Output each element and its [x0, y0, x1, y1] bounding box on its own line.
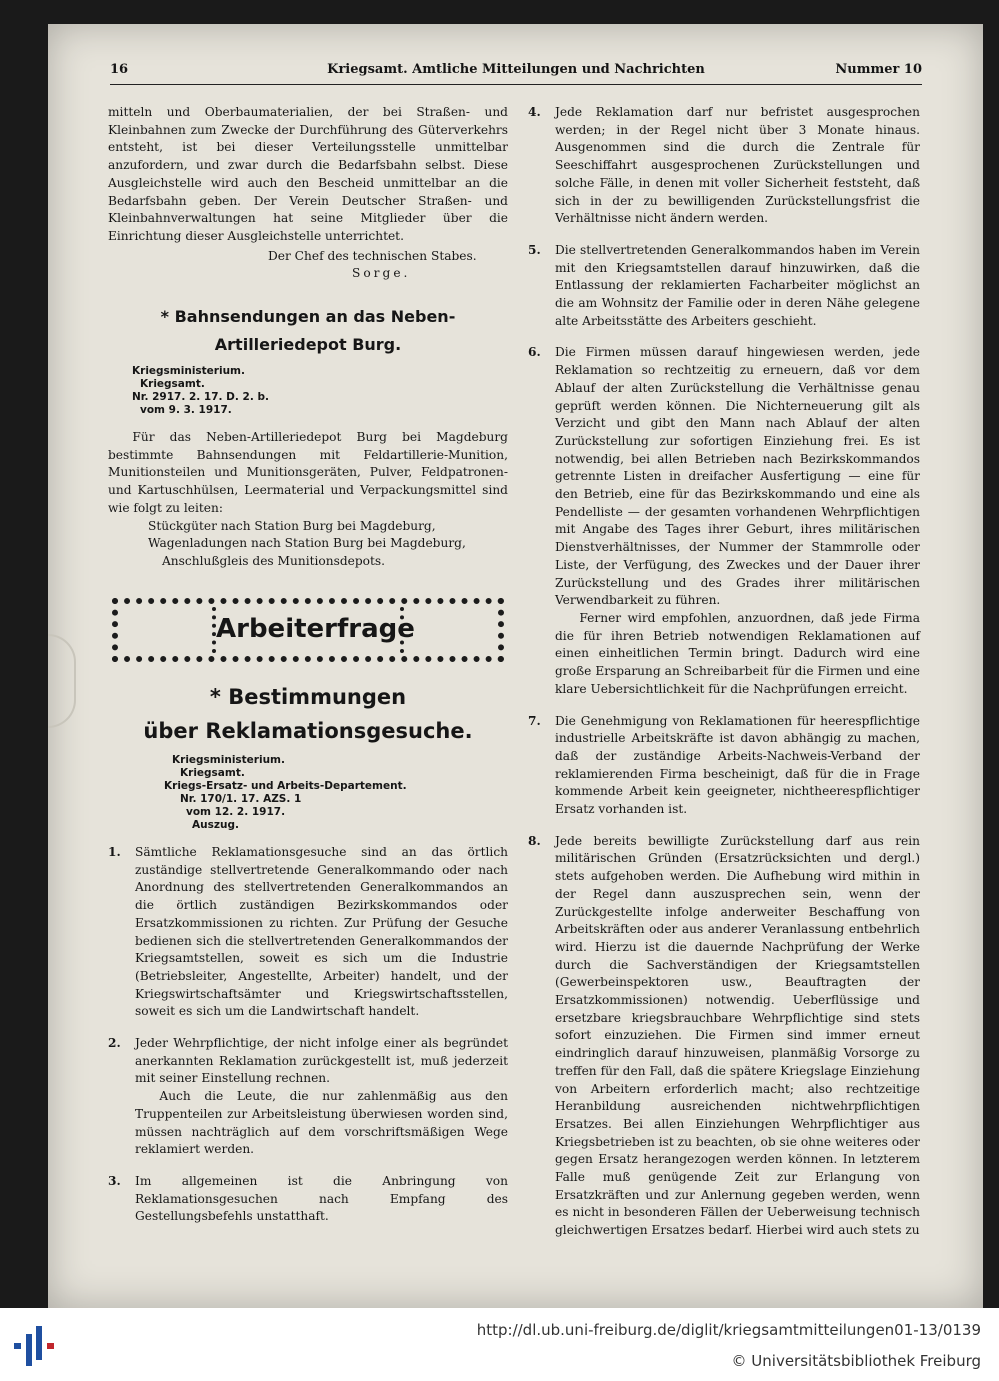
provision-item: [528, 242, 920, 331]
meta-line: vom 12. 2. 1917.: [186, 806, 286, 819]
provision-item: [108, 844, 508, 1021]
viewer-footer: [0, 1308, 999, 1381]
routing-list: [148, 518, 508, 571]
provision-text: Auch die Leute, die nur zahlenmäßig aus den Truppenteilen zur Arbeitsleistung überwiesen worden sind, müssen nachträglich auf dem vorschriftsmäßigen Wege reklamiert werden.: [135, 1089, 508, 1157]
provision-item: [528, 344, 920, 698]
section-banner: [112, 598, 504, 662]
provision-list: [108, 844, 508, 1226]
running-title: Kriegsamt. Amtliche Mitteilungen und Nachrichten: [327, 62, 705, 77]
provision-text: Jede bereits bewilligte Zurückstellung darf aus rein militärischen Gründen (Ersatzrücksichten und dergl.) stets aufgehoben werden. Die Aufhebung wird mithin in der Regel dann auszusprechen sein, wenn der Zurückgestellte infolge anderweiter Beschaffung von Arbeitskräften oder aus anderer Veranlassung entbehrlich wird. Hierzu ist die dauernde Nachprüfung der Werke durch die Sachverständigen der Kriegsamtstellen (Gewerbeinspektoren usw., Beauftragten der Ersatzkommissionen) notwendig. Ueberflüssige und ersetzbare kriegsbrauchbare Wehrpflichtige sind stets sofort einzuziehen. Die Firmen sind immer erneut eindringlich darauf hinzuweisen, planmäßig Vorsorge zu treffen für den Fall, daß die spätere Kriegslage Einziehung von Arbeitern erforderlich macht; also rechtzeitige Heranbildung ausreichenden nichtwehrpflichtigen Ersatzes. Bei allen Einziehungen Wehrpflichtiger aus Kriegsbetrieben ist zu beachten, ob sie ohne weiteres oder gegen Ersatz herangezogen werden können. In letzterem Falle muß genügende Zeit zur Erlangung von Ersatzkräften und zur Anlernung gegeben werden, wenn es nicht in besonderen Fällen der Ueberweisung technisch gleichwertigen Ersatzes bedarf. Hierbei wird auch stets zu: [555, 833, 920, 1238]
list-item: Wagenladungen nach Station Burg bei Magdeburg,: [148, 536, 466, 551]
provision-number: 5.: [528, 242, 541, 257]
provision-number: 8.: [528, 833, 541, 848]
section-title-line2: über Reklamationsgesuche.: [143, 719, 473, 744]
provision-list: [528, 104, 920, 1240]
provision-text: Jede Reklamation darf nur befristet ausgesprochen werden; in der Regel nicht über 3 Monate hinaus. Ausgenommen sind die durch die Zentrale für Seeschiffahrt ausgesprochenen Zurückstellungen und solche Fälle, in denen mit voller Sicherheit feststeht, daß sich in der zu bewilligenden Zurückstellungsfrist die Verhältnisse nicht ändern werden.: [555, 105, 920, 226]
permalink[interactable]: http://dl.ub.uni-freiburg.de/diglit/kriegsamtmitteilungen01-13/0139: [476, 1321, 981, 1339]
section-title-line1: * Bestimmungen: [209, 685, 407, 710]
right-column: [528, 104, 920, 1254]
provision-number: 2.: [108, 1036, 121, 1051]
provision-number: 6.: [528, 345, 541, 360]
provision-number: 3.: [108, 1174, 121, 1188]
meta-line: Kriegs-Ersatz- und Arbeits-Departement.: [164, 780, 407, 793]
meta-line: Auszug.: [192, 819, 239, 832]
intro-paragraph: mitteln und Oberbaumaterialien, der bei Straßen- und Kleinbahnen zum Zwecke der Durchführung des Güterverkehrs entsteht, ist bei dieser Verteilungsstelle unmittelbar anzufordern, und zwar durch die Bedarfsbahn selbst. Diese Ausgleichstelle wird auch den Bescheid unmittelbar an die Bedarfsbahn geben. Der Verein Deutscher Straßen- und Kleinbahnverwaltungen hat seine Mitglieder über die Einrichtung dieser Ausgleichstelle unterrichtet.: [108, 105, 508, 243]
meta-line: Kriegsamt.: [140, 378, 205, 391]
provision-text: Ferner wird empfohlen, anzuordnen, daß jede Firma die für ihren Betrieb notwendigen Reklamationen auf einen einheitlichen Termin bringt. Dadurch wird eine große Ersparung an Schreibarbeit für die Firmen und eine klare Uebersichtlichkeit für die Nachprüfungen erreicht.: [555, 610, 920, 696]
library-logo-icon: [14, 1326, 64, 1366]
meta-line: Kriegsamt.: [180, 767, 245, 780]
provision-item: [528, 833, 920, 1240]
list-item: Stückgüter nach Station Burg bei Magdeburg,: [148, 518, 436, 533]
section-meta: [132, 365, 508, 417]
banner-title: Arbeiterfrage: [212, 607, 404, 653]
list-item: Anschlußgleis des Munitionsdepots.: [162, 553, 386, 568]
provision-text: Sämtliche Reklamationsgesuche sind an das örtlich zuständige stellvertretende Generalkommando oder nach Anordnung des stellvertretenden Generalkommandos an die örtlich zuständigen Bezirkskommandos oder Ersatzkommissionen zu richten. Zur Prüfung der Gesuche bedienen sich die stellvertretenden Generalkommandos der Kriegsamtstellen, soweit es sich um die Industrie (Betriebsleiter, Angestellte, Arbeiter) handelt, und der Kriegswirtschaftsämter und Kriegswirtschaftsstellen, soweit es sich um die Landwirtschaft handelt.: [135, 845, 508, 1019]
issue-number: Nummer 10: [835, 62, 922, 77]
signature-title: Der Chef des technischen Stabes.: [268, 248, 477, 263]
provision-text: Jeder Wehrpflichtige, der nicht infolge einer als begründet anerkannten Reklamation zurückgestellt ist, muß jederzeit mit seiner Einstellung rechnen.: [135, 1036, 508, 1086]
page-number: 16: [110, 62, 129, 77]
binding-notch: [48, 634, 76, 728]
provision-text: Im allgemeinen ist die Anbringung von Reklamationsgesuchen nach Empfang des Gestellungsbefehls unstatthaft.: [135, 1174, 508, 1224]
section-meta: [164, 754, 508, 832]
provision-item: [528, 104, 920, 228]
provision-text: Die stellvertretenden Generalkommandos haben im Verein mit den Kriegsamtstellen darauf hinzuwirken, daß die Entlassung der reklamierten Facharbeiter möglichst an die am Wohnsitz der Familie oder in deren Nähe gelegene alte Arbeitsstätte des Arbeiters geschieht.: [555, 242, 920, 328]
provision-item: [528, 713, 920, 819]
provision-number: 1.: [108, 845, 121, 860]
meta-line: Kriegsministerium.: [172, 754, 285, 767]
provision-number: 4.: [528, 105, 541, 119]
left-column: [108, 104, 508, 1240]
signature-name: Sorge.: [352, 266, 411, 281]
section-body: Für das Neben-Artilleriedepot Burg bei Magdeburg bestimmte Bahnsendungen mit Feldartillerie-Munition, Munitionsteilen und Munitionsgeräten, Pulver, Feldpatronen- und Kartuschhülsen, Leermaterial und Verpackungsmittel sind wie folgt zu leiten:: [108, 430, 508, 515]
provision-text: Die Firmen müssen darauf hingewiesen werden, jede Reklamation so rechtzeitig zu erneuern, daß vor dem Ablauf der alten Zurückstellung die Verhältnisse genau geprüft werden können. Die Nichterneuerung gilt als Verzicht und gibt den Mann nach Ablauf der alten Zurückstellung zur sofortigen Einziehung frei. Es ist notwendig, bei allen Betrieben nach Bezirkskommandos getrennte Listen in dreifacher Ausfertigung — eine für den Betrieb, eine für das Bezirkskommando und eine als Pendelliste — der gesamten vorhandenen Wehrpflichtigen mit Angabe des Tages ihrer Geburt, ihres militärischen Dienstverhältnisses, der Nummer der Stammrolle oder Liste, der Verfügung, des Zweckes und der Dauer ihrer Zurückstellung und des Grades ihrer militärischen Verwendbarkeit zu führen.: [555, 345, 920, 608]
provision-text: Die Genehmigung von Reklamationen für heerespflichtige industrielle Arbeitskräfte ist davon abhängig zu machen, daß der zuständige Arbeits-Nachweis-Verband der reklamierenden Firma bescheinigt, daß für die in Frage kommende Arbeit kein geeigneter, nichtheerespflichtiger Ersatz vorhanden ist.: [555, 713, 920, 817]
page-header: [110, 62, 922, 85]
provision-item: [108, 1173, 508, 1226]
provision-item: [108, 1035, 508, 1159]
meta-line: Kriegsministerium.: [132, 365, 245, 378]
meta-line: Nr. 2917. 2. 17. D. 2. b.: [132, 391, 270, 404]
provision-number: 7.: [528, 713, 541, 728]
meta-line: vom 9. 3. 1917.: [140, 404, 232, 417]
meta-line: Nr. 170/1. 17. AZS. 1: [180, 793, 302, 806]
section-title-bahnsendungen: * Bahnsendungen an das Neben-Artilleriedepot Burg.: [160, 307, 456, 355]
copyright-notice: © Universitätsbibliothek Freiburg: [731, 1352, 981, 1370]
